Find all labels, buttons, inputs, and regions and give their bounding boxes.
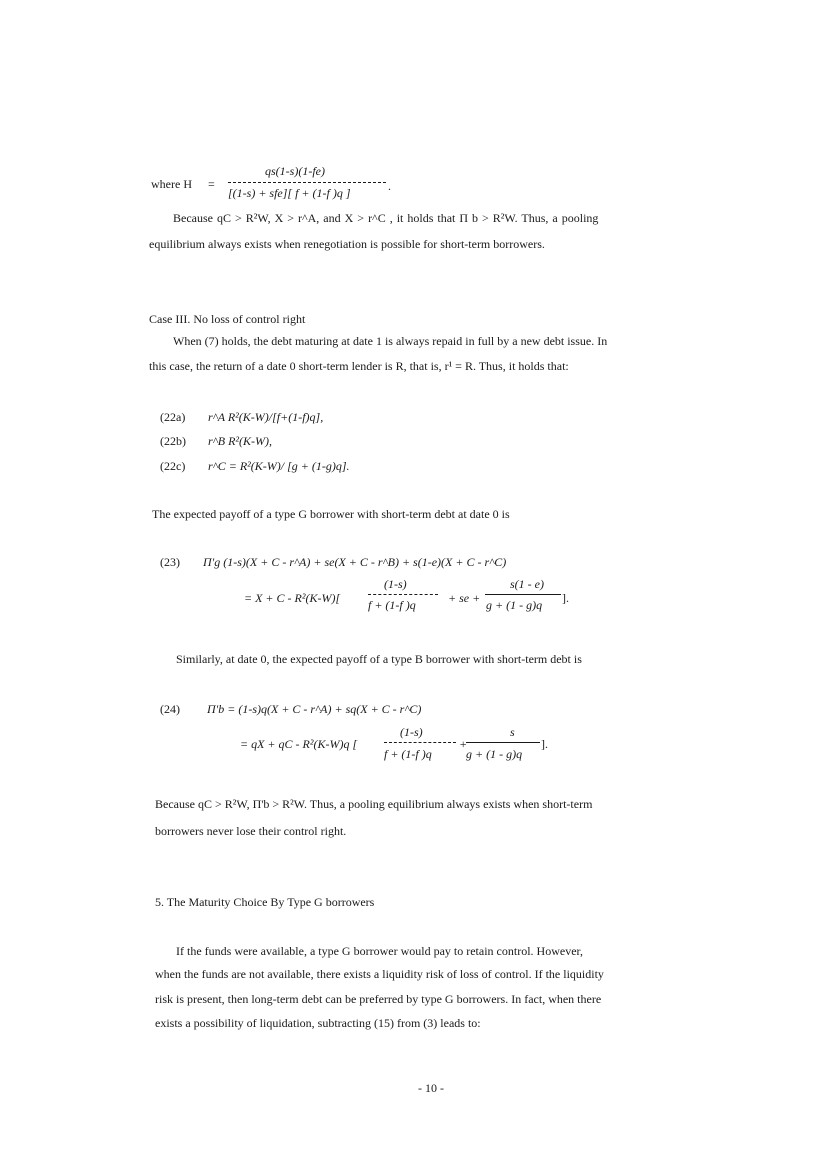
section5-line2: when the funds are not available, there exists a liquidity risk of loss of control. If the liquidity — [155, 967, 604, 981]
h-numerator: qs(1-s)(1-fe) — [265, 164, 325, 178]
eq23-mid: + se + — [448, 591, 481, 605]
para1-line2: equilibrium always exists when renegotiation is possible for short-term borrowers. — [149, 237, 545, 251]
eq23-line1: Π'g (1-s)(X + C - r^A) + se(X + C - r^B) + s(1-e)(X + C - r^C) — [203, 555, 507, 569]
case3-heading: Case III. No loss of control right — [149, 312, 306, 326]
para-b: Similarly, at date 0, the expected payoff of a type B borrower with short-term debt is — [176, 652, 582, 666]
para1-line1: Because qC > R²W, X > r^A, and X > r^C , it holds that Π b > R²W. Thus, a pooling — [173, 211, 599, 225]
para-c-line1: Because qC > R²W, Π'b > R²W. Thus, a pooling equilibrium always exists when short-term — [155, 797, 593, 811]
case3-line1: When (7) holds, the debt maturing at date 1 is always repaid in full by a new debt issue. In — [173, 334, 608, 348]
eq24-frac1-bar — [384, 742, 456, 743]
where-h-label: where H — [151, 177, 192, 191]
h-denominator: [(1-s) + sfe][ f + (1-f )q ] — [228, 186, 351, 200]
eq23-frac1-num: (1-s) — [384, 577, 407, 591]
eq24-end: ]. — [541, 737, 548, 751]
page-number: - 10 - — [418, 1081, 444, 1095]
eq24-frac2-bar — [466, 742, 540, 743]
section5-line3: risk is present, then long-term debt can be preferred by type G borrowers. In fact, when there — [155, 992, 602, 1006]
eq23-frac2-den: g + (1 - g)q — [486, 598, 543, 612]
eq24-mid: + — [459, 737, 468, 751]
eq23-line2-pre: = X + C - R²(K-W)[ — [244, 591, 341, 605]
eq24-frac1-den: f + (1-f )q — [384, 747, 432, 761]
eq22a-body: r^A R²(K-W)/[f+(1-f)q], — [208, 410, 324, 424]
eq23-frac1-den: f + (1-f )q — [368, 598, 416, 612]
eq24-frac2-num: s — [510, 725, 515, 739]
h-equals: = — [208, 177, 215, 191]
section5-heading: 5. The Maturity Choice By Type G borrowers — [155, 895, 375, 909]
eq24-frac1-num: (1-s) — [400, 725, 423, 739]
eq22c-tag: (22c) — [160, 459, 186, 473]
eq23-end: ]. — [562, 591, 569, 605]
para-c-line2: borrowers never lose their control right. — [155, 824, 347, 838]
eq24-line1: Π'b = (1-s)q(X + C - r^A) + sq(X + C - r^C) — [207, 702, 422, 716]
eq23-frac2-num: s(1 - e) — [510, 577, 544, 591]
eq22a-tag: (22a) — [160, 410, 186, 424]
section5-line1: If the funds were available, a type G borrower would pay to retain control. However, — [176, 944, 584, 958]
eq23-frac1-bar — [368, 594, 438, 595]
para-g: The expected payoff of a type G borrower with short-term debt at date 0 is — [152, 507, 510, 521]
eq22b-tag: (22b) — [160, 434, 186, 448]
eq22c-body: r^C = R²(K-W)/ [g + (1-g)q]. — [208, 459, 350, 473]
case3-line2: this case, the return of a date 0 short-term lender is R, that is, r¹ = R. Thus, it holds that: — [149, 359, 569, 373]
h-end: . — [388, 179, 391, 193]
eq24-line2-pre: = qX + qC - R²(K-W)q [ — [240, 737, 358, 751]
eq22b-body: r^B R²(K-W), — [208, 434, 272, 448]
eq24-frac2-den: g + (1 - g)q — [466, 747, 523, 761]
h-fraction-bar — [228, 182, 386, 183]
eq23-frac2-bar — [485, 594, 561, 595]
eq23-tag: (23) — [160, 555, 180, 569]
section5-line4: exists a possibility of liquidation, subtracting (15) from (3) leads to: — [155, 1016, 481, 1030]
eq24-tag: (24) — [160, 702, 180, 716]
